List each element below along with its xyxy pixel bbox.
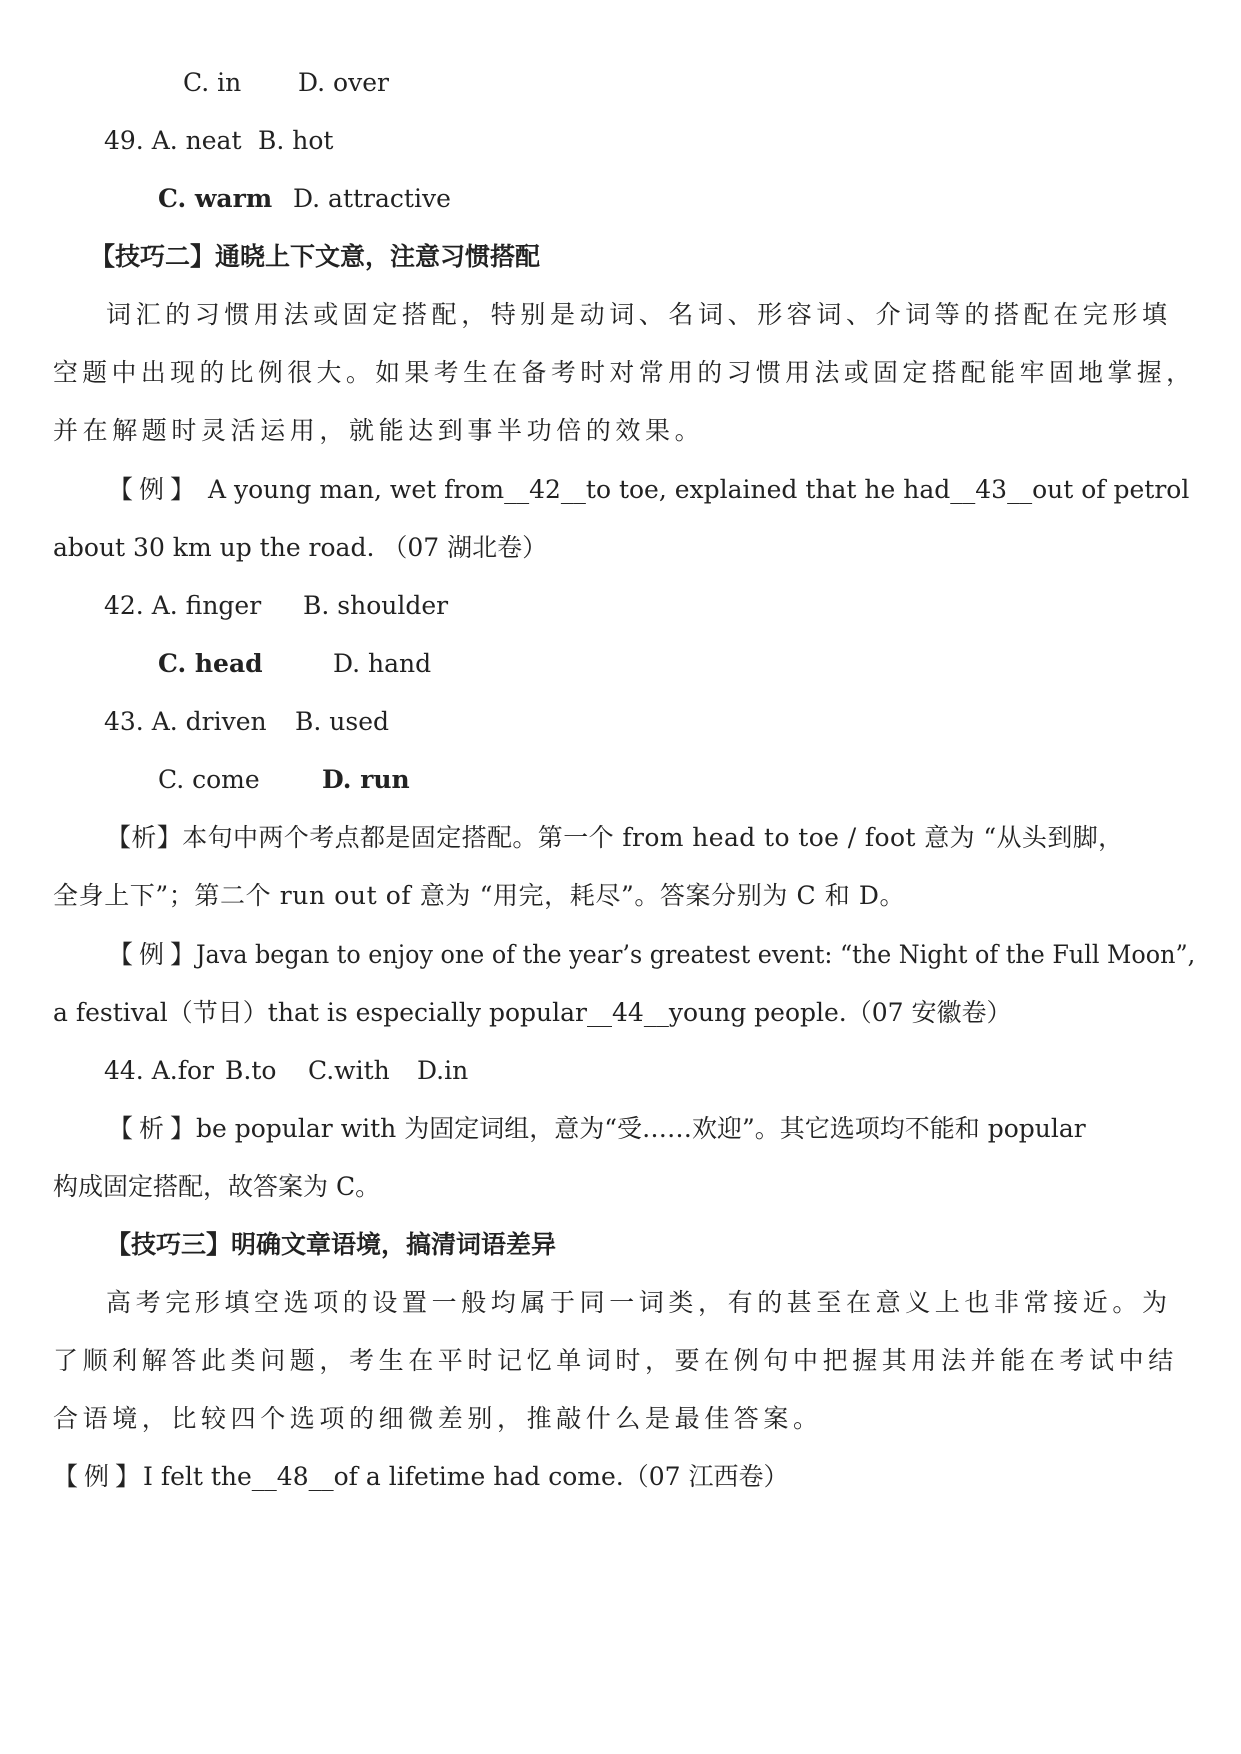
example-1-line-1 (0, 470, 1241, 510)
option-d: D. over (298, 68, 389, 97)
example-2-line-1 (0, 935, 1241, 975)
analysis-2-line-1: 【析】 be popular with 为固定词组，意为“受……欢迎”。其它选项均不能和 popular (0, 1109, 1241, 1149)
example-label: 【例】 (108, 475, 202, 504)
tip3-paragraph-line: 高考完形填空选项的设置一般均属于同一词类，有的甚至在意义上也非常接近。为 (106, 1288, 1172, 1317)
option-a: 42. A. finger (104, 591, 262, 620)
option-c-answer: C. warm (158, 184, 273, 213)
example-label: 【例】 (108, 940, 202, 969)
analysis-2-line-2: 构成固定搭配，故答案为 C。 (53, 1172, 381, 1201)
analysis-1-line-2: 全身上下”；第二个 run out of 意为 “用完，耗尽”。答案分别为 C 和 D。 (53, 881, 906, 910)
option-a: 49. A. neat (104, 126, 242, 155)
tip2-paragraph-line: 词汇的习惯用法或固定搭配，特别是动词、名词、形容词、介词等的搭配在完形填 (106, 300, 1172, 329)
tip2-heading: 【技巧二】通晓上下文意，注意习惯搭配 (90, 242, 541, 271)
question-48-options-cd (0, 63, 1241, 103)
option-a: 44. A.for (104, 1056, 214, 1085)
option-c: C. in (183, 68, 242, 97)
example-sentence: A young man, wet from__42__to toe, explained that he had__43__out of petrol (208, 475, 1190, 504)
question-42-options-ab (0, 586, 1241, 626)
option-b: B.to (225, 1056, 277, 1085)
question-42-options-cd (0, 644, 1241, 684)
example-sentence: I felt the__48__of a lifetime had come.（07 江西卷） (143, 1462, 789, 1491)
question-49-options-cd (0, 179, 1241, 219)
option-d: D. attractive (293, 184, 451, 213)
tip2-paragraph-line: 并在解题时灵活运用，就能达到事半功倍的效果。 (53, 416, 705, 445)
tip3-heading: 【技巧三】明确文章语境，搞清词语差异 (106, 1230, 557, 1259)
example-1-line-2: about 30 km up the road. （07 湖北卷） (53, 533, 548, 562)
option-d: D.in (417, 1056, 469, 1085)
option-c: C.with (308, 1056, 390, 1085)
option-a: 43. A. driven (104, 707, 267, 736)
example-sentence: Java began to enjoy one of the year’s greatest event: “the Night of the Full Moon”, (196, 940, 1196, 969)
question-44-options (0, 1051, 1241, 1091)
option-b: B. used (295, 707, 389, 736)
option-c-answer: C. head (158, 649, 263, 678)
tip3-paragraph-line: 了顺利解答此类问题，考生在平时记忆单词时，要在例句中把握其用法并能在考试中结 (53, 1346, 1178, 1375)
example-2-line-2: a festival（节日）that is especially popular__44__young people.（07 安徽卷） (53, 998, 1012, 1027)
tip2-paragraph-line: 空题中出现的比例很大。如果考生在备考时对常用的习惯用法或固定搭配能牢固地掌握， (53, 358, 1196, 387)
question-43-options-ab (0, 702, 1241, 742)
tip3-paragraph-line: 合语境，比较四个选项的细微差别，推敲什么是最佳答案。 (53, 1404, 823, 1433)
question-49-options-ab (0, 121, 1241, 161)
option-b: B. hot (258, 126, 334, 155)
option-d-answer: D. run (322, 765, 410, 794)
example-label: 【例】 (53, 1462, 147, 1491)
question-43-options-cd (0, 760, 1241, 800)
option-c: C. come (158, 765, 260, 794)
analysis-label: 【析】 (108, 1114, 202, 1143)
analysis-1-line-1: 【析】本句中两个考点都是固定搭配。第一个 from head to toe / foot 意为 “从头到脚， (106, 823, 1124, 852)
option-b: B. shoulder (303, 591, 449, 620)
option-d: D. hand (333, 649, 432, 678)
tip3-example (0, 1457, 1241, 1497)
